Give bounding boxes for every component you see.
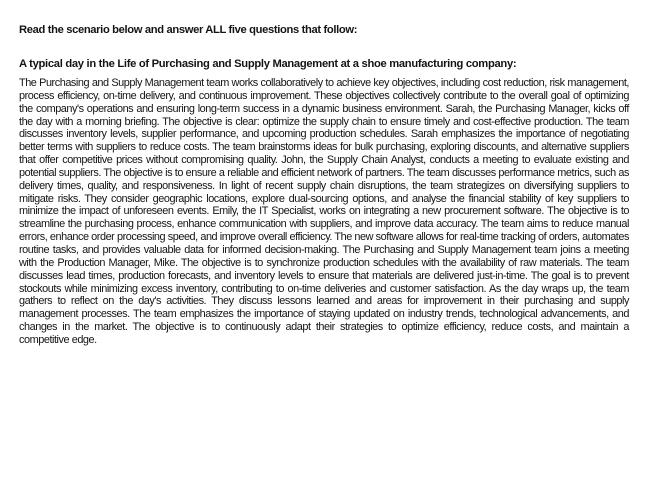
instruction-heading: Read the scenario below and answer ALL five questions that follow: bbox=[19, 24, 358, 36]
scenario-paragraph: The Purchasing and Supply Management team works collaboratively to achieve key objectives, including cost reduction, risk management, process efficiency, on-time delivery, and continuous improvement. These objectives collectively contribute to the overall goal of optimizing the company's operations and ensuring long-term success in a dynamic business environment. Sarah, the Purchasing Manager, kicks off the day with a morning briefing. The objective is clear: optimize the supply chain to ensure timely and cost-effective production. The team discusses inventory levels, supplier performance, and upcoming production schedules. Sarah emphasizes the importance of negotiating better terms with suppliers to reduce costs. The team brainstorms ideas for bulk purchasing, exploring discounts, and alternative suppliers that offer competitive prices without compromising quality. John, the Supply Chain Analyst, conducts a meeting to evaluate existing and potential suppliers. The objective is to ensure a reliable and efficient network of partners. The team discusses performance metrics, such as delivery times, quality, and responsiveness. In light of recent supply chain disruptions, the team strategizes on diversifying suppliers to mitigate risks. They consider geographic locations, explore dual-sourcing options, and analyse the financial stability of key suppliers to minimize the impact of unforeseen events. Emily, the IT Specialist, works on integrating a new procurement software. The objective is to streamline the purchasing process, enhance communication with suppliers, and improve data accuracy. The team aims to reduce manual errors, enhance order processing speed, and improve overall efficiency. The new software allows for real-time tracking of orders, automates routine tasks, and provides valuable data for informed decision-making. The Purchasing and Supply Management team joins a meeting with the Production Manager, Mike. The objective is to synchronize production schedules with the availability of raw materials. The team discusses lead times, production forecasts, and inventory levels to ensure that materials are delivered just-in-time. The goal is to prevent stockouts while minimizing excess inventory, contributing to on-time deliveries and customer satisfaction. As the day wraps up, the team gathers to reflect on the day's activities. They discuss lessons learned and areas for improvement in their purchasing and supply management processes. The team emphasizes the importance of staying updated on industry trends, technological advancements, and changes in the market. The objective is to continuously adapt their strategies to optimize efficiency, reduce costs, and maintain a competitive edge. bbox=[19, 77, 629, 346]
scenario-title: A typical day in the Life of Purchasing and Supply Management at a shoe manufacturing company: bbox=[19, 58, 517, 70]
